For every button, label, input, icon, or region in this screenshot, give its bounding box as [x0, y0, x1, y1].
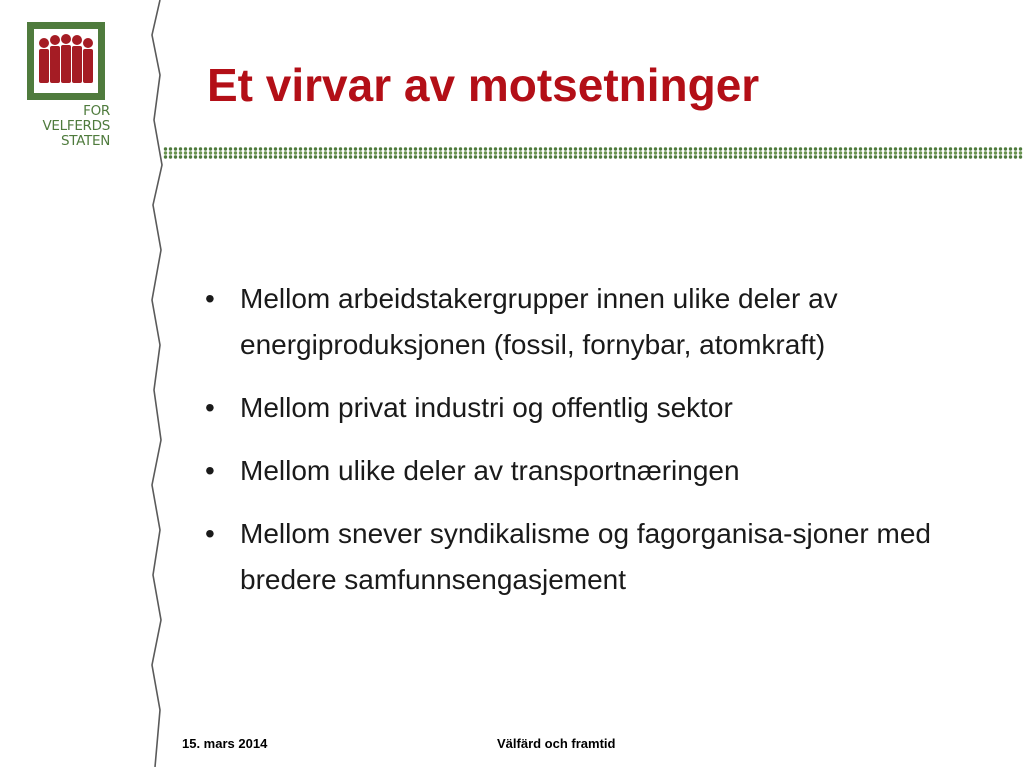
- bullet-item: [205, 448, 1020, 494]
- bullet-dot-icon: •: [205, 455, 215, 486]
- footer-date: 15. mars 2014: [182, 736, 268, 751]
- bullet-item: [205, 511, 1020, 603]
- logo-line: VELFERDS: [42, 118, 110, 134]
- logo-line: FOR: [83, 103, 110, 119]
- bullet-list: [205, 276, 1020, 620]
- bullet-text: Mellom ulike deler av transportnæringen: [240, 455, 740, 486]
- vertical-divider: [0, 0, 200, 767]
- dotted-divider: [163, 146, 1023, 160]
- footer-title: Välfärd och framtid: [497, 736, 616, 751]
- bullet-text: Mellom privat industri og offentlig sektor: [240, 392, 733, 423]
- slide-title: Et virvar av motsetninger: [207, 59, 760, 111]
- bullet-item: [205, 276, 1020, 368]
- bullet-dot-icon: •: [205, 518, 215, 549]
- bullet-text: Mellom arbeidstakergrupper innen ulike deler av energiproduksjonen (fossil, fornybar, atomkraft): [240, 283, 838, 360]
- bullet-dot-icon: •: [205, 283, 215, 314]
- logo-line: STATEN: [60, 133, 110, 149]
- bullet-item: [205, 385, 1020, 431]
- bullet-text: Mellom snever syndikalisme og fagorganisa-sjoner med bredere samfunnsengasjement: [240, 518, 931, 595]
- bullet-dot-icon: •: [205, 392, 215, 423]
